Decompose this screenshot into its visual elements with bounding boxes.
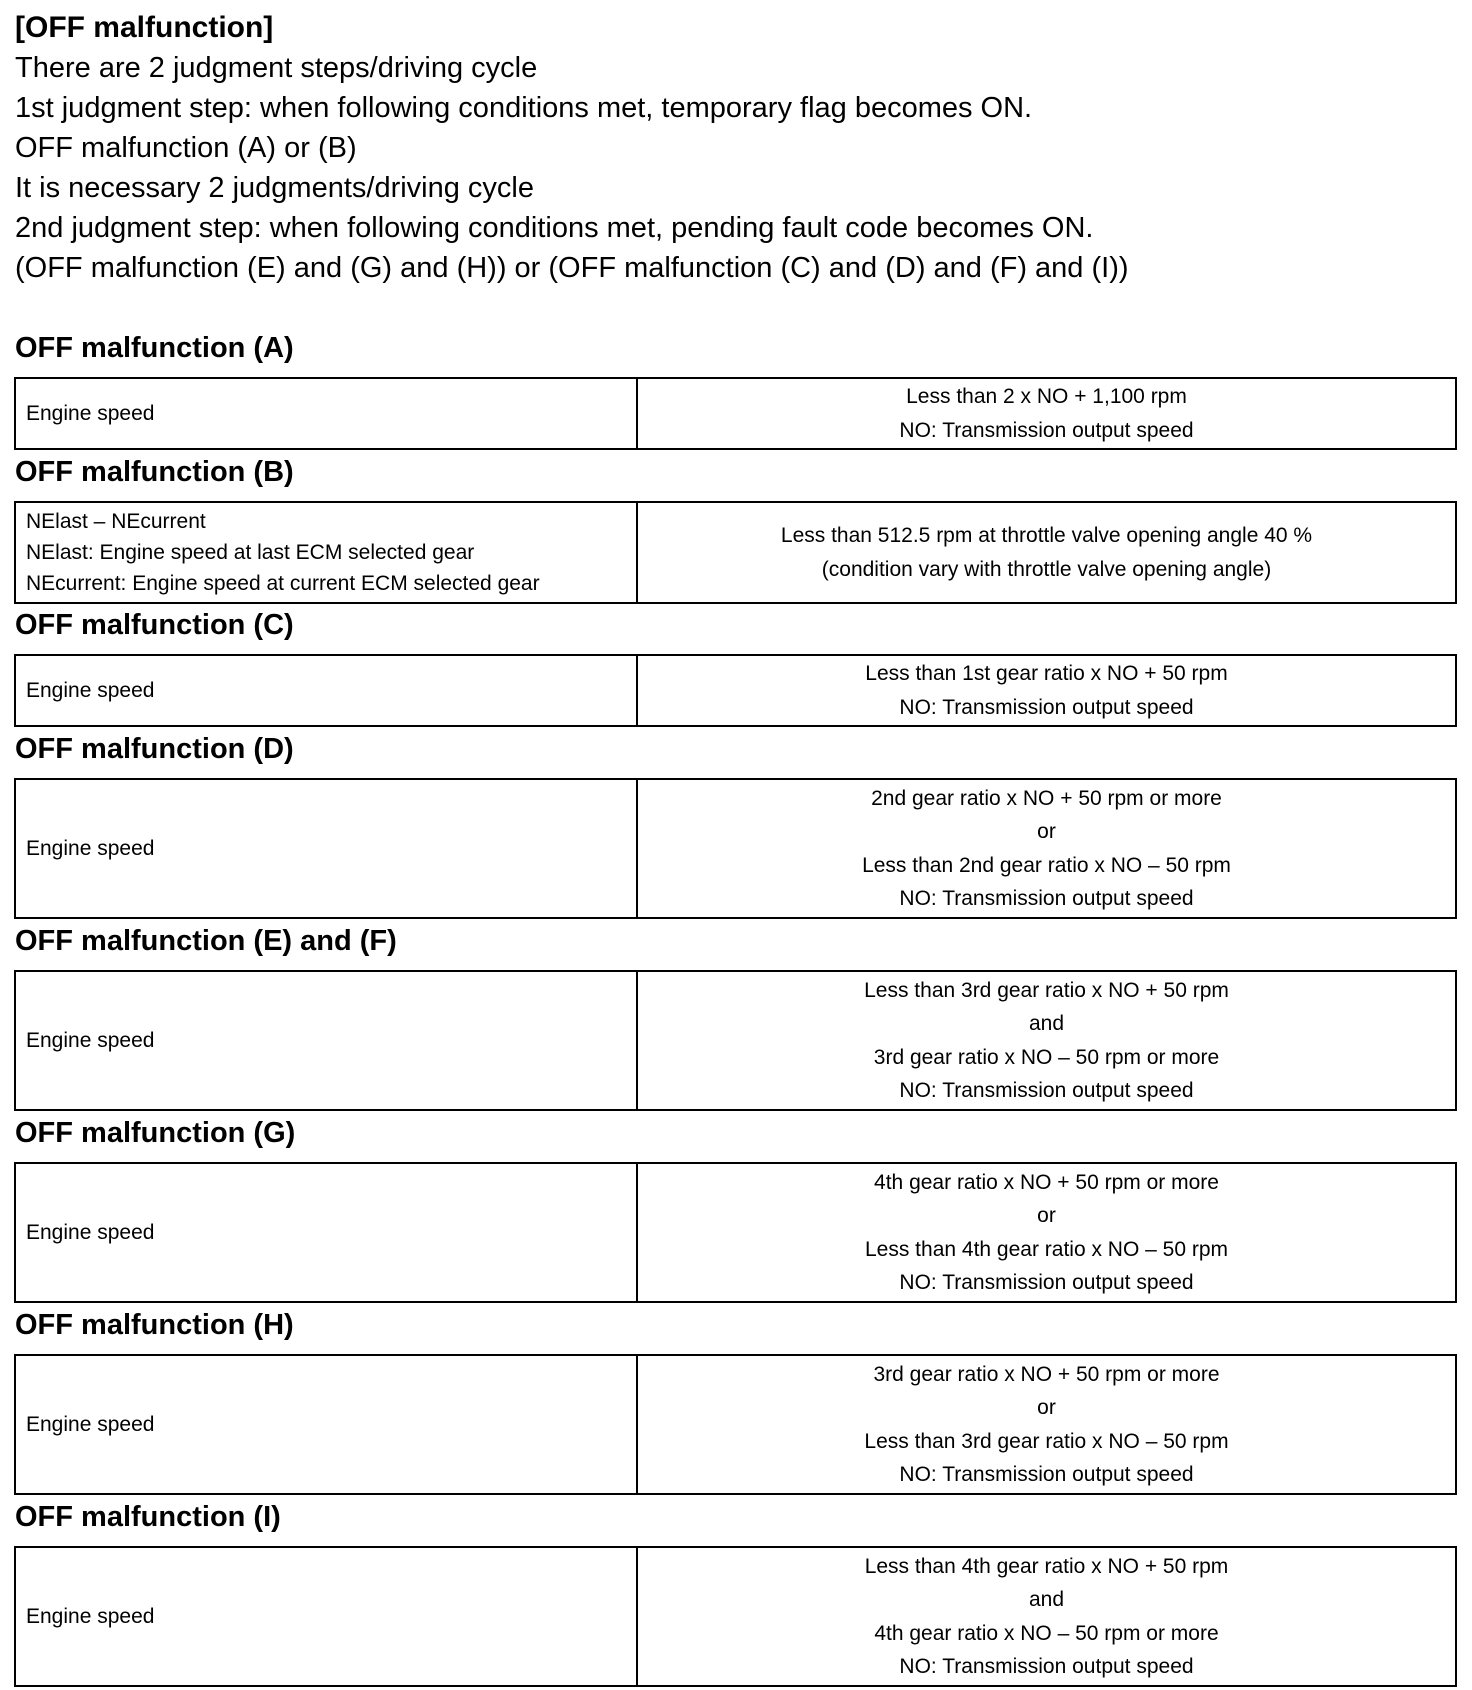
section-heading-i: OFF malfunction (I): [15, 1501, 281, 1533]
condition-value-cell: [637, 502, 1456, 603]
condition-table-h: [14, 1354, 1457, 1495]
condition-item: NEcurrent: Engine speed at current ECM selected gear: [26, 572, 540, 595]
condition-value: NO: Transmission output speed: [899, 1463, 1194, 1486]
condition-item: Engine speed: [26, 836, 155, 860]
condition-value: and: [1028, 1012, 1065, 1035]
condition-value: or: [1037, 1204, 1056, 1227]
condition-value: Less than 2 x NO + 1,100 rpm: [906, 385, 1187, 408]
condition-item: Engine speed: [26, 1028, 155, 1052]
condition-value-cell: [637, 655, 1456, 726]
condition-value: 4th gear ratio x NO + 50 rpm or more: [874, 1170, 1219, 1194]
condition-value-cell: [637, 1163, 1456, 1302]
condition-item-cell: [15, 1547, 637, 1686]
condition-table-d: [14, 778, 1457, 919]
condition-table-e-f: [14, 970, 1457, 1111]
table-row: [15, 779, 1456, 918]
intro-line: There are 2 judgment steps/driving cycle: [15, 52, 538, 84]
condition-item: Engine speed: [26, 1220, 155, 1244]
condition-value: 4th gear ratio x NO – 50 rpm or more: [874, 1621, 1219, 1645]
condition-value: NO: Transmission output speed: [899, 1655, 1194, 1678]
intro-line: 1st judgment step: when following conditions met, temporary flag becomes ON.: [15, 92, 1033, 124]
condition-value: NO: Transmission output speed: [899, 1271, 1194, 1294]
condition-table-i: [14, 1546, 1457, 1687]
table-row: [15, 1355, 1456, 1494]
condition-item-cell: [15, 655, 637, 726]
condition-item: Engine speed: [26, 678, 155, 702]
condition-value: Less than 4th gear ratio x NO – 50 rpm: [864, 1237, 1229, 1261]
section-heading-d: OFF malfunction (D): [15, 733, 294, 765]
condition-value: or: [1037, 1396, 1056, 1419]
condition-item-cell: [15, 1355, 637, 1494]
condition-value: Less than 1st gear ratio x NO + 50 rpm: [865, 662, 1228, 685]
condition-value-cell: [637, 971, 1456, 1110]
intro-block: [15, 8, 1129, 288]
condition-value: NO: Transmission output speed: [899, 695, 1194, 719]
section-heading-e-f: OFF malfunction (E) and (F): [15, 925, 397, 957]
condition-value: 3rd gear ratio x NO – 50 rpm or more: [873, 1045, 1220, 1069]
intro-line: 2nd judgment step: when following conditions met, pending fault code becomes ON.: [15, 212, 1094, 244]
intro-line: (OFF malfunction (E) and (G) and (H)) or (OFF malfunction (C) and (D) and (F) and (I)): [15, 252, 1129, 284]
table-row: [15, 378, 1456, 449]
condition-value: or: [1037, 820, 1056, 843]
condition-item-cell: [15, 378, 637, 449]
condition-value: NO: Transmission output speed: [899, 418, 1194, 442]
condition-table-b: [14, 501, 1457, 604]
condition-value: Less than 2nd gear ratio x NO – 50 rpm: [862, 853, 1231, 877]
condition-item-cell: [15, 971, 637, 1110]
intro-title: [OFF malfunction]: [15, 11, 274, 44]
intro-line: OFF malfunction (A) or (B): [15, 132, 357, 164]
condition-value: (condition vary with throttle valve opening angle): [821, 557, 1272, 581]
condition-value: 3rd gear ratio x NO + 50 rpm or more: [873, 1362, 1220, 1386]
condition-value: Less than 3rd gear ratio x NO + 50 rpm: [864, 978, 1229, 1002]
condition-table-g: [14, 1162, 1457, 1303]
condition-item: Engine speed: [26, 1604, 155, 1628]
section-heading-c: OFF malfunction (C): [15, 609, 294, 641]
condition-value-cell: [637, 779, 1456, 918]
condition-value: and: [1028, 1588, 1065, 1611]
condition-value: 2nd gear ratio x NO + 50 rpm or more: [871, 786, 1222, 810]
condition-value: Less than 512.5 rpm at throttle valve opening angle 40 %: [780, 524, 1313, 547]
section-heading-a: OFF malfunction (A): [15, 332, 294, 364]
table-row: [15, 1163, 1456, 1302]
table-row: [15, 655, 1456, 726]
condition-item: NElast – NEcurrent: [26, 510, 206, 533]
condition-item: Engine speed: [26, 1412, 155, 1436]
intro-line: It is necessary 2 judgments/driving cycle: [15, 172, 534, 204]
table-row: [15, 1547, 1456, 1686]
condition-item: Engine speed: [26, 401, 155, 425]
section-heading-h: OFF malfunction (H): [15, 1309, 294, 1341]
condition-table-a: [14, 377, 1457, 450]
condition-value: NO: Transmission output speed: [899, 1079, 1194, 1102]
condition-item-cell: [15, 502, 637, 603]
condition-item-cell: [15, 779, 637, 918]
condition-value-cell: [637, 1547, 1456, 1686]
section-heading-g: OFF malfunction (G): [15, 1117, 296, 1149]
table-row: [15, 971, 1456, 1110]
condition-value-cell: [637, 378, 1456, 449]
condition-item: NElast: Engine speed at last ECM selected gear: [26, 541, 475, 564]
condition-value-cell: [637, 1355, 1456, 1494]
condition-value: Less than 3rd gear ratio x NO – 50 rpm: [864, 1429, 1229, 1453]
condition-item-cell: [15, 1163, 637, 1302]
section-heading-b: OFF malfunction (B): [15, 456, 294, 488]
condition-value: NO: Transmission output speed: [899, 887, 1194, 910]
condition-value: Less than 4th gear ratio x NO + 50 rpm: [864, 1554, 1229, 1578]
table-row: [15, 502, 1456, 603]
condition-table-c: [14, 654, 1457, 727]
